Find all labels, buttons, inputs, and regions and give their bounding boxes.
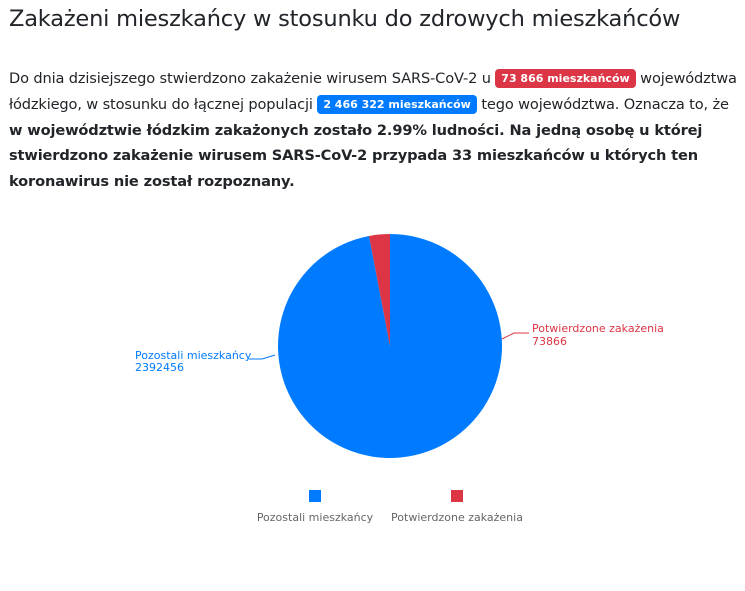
summary-text-2: województwa łódzkiego, w stosunku do łącznej populacji (9, 70, 737, 113)
population-badge: 2 466 322 mieszkańców (317, 95, 477, 114)
label-infected-value: 73866 (532, 335, 567, 348)
label-healthy-name: Pozostali mieszkańcy (135, 349, 252, 362)
label-healthy-value: 2392456 (135, 361, 184, 374)
summary-text-1: Do dnia dzisiejszego stwierdzono zakażenie wirusem SARS-CoV-2 u (9, 70, 496, 87)
page-title: Zakażeni mieszkańcy w stosunku do zdrowych mieszkańców (9, 6, 681, 32)
legend-label-healthy[interactable]: Pozostali mieszkańcy (256, 511, 374, 524)
infected-count-badge: 73 866 mieszkańców (495, 69, 635, 88)
summary-text-3: tego województwa. Oznacza to, że (476, 95, 729, 113)
leader-line-infected (502, 333, 529, 339)
legend-swatch-healthy[interactable] (309, 490, 321, 502)
label-infected-name: Potwierdzone zakażenia (532, 322, 664, 335)
leader-line-healthy (249, 355, 275, 359)
summary-bold-text: w województwie łódzkim zakażonych zostało 2.99% ludności. Na jedną osobę u której stwierdzono zakażenie wirusem SARS-CoV-2 przypada 33 mieszkańców u których ten koronawirus nie został rozpoznany. (9, 121, 703, 191)
legend-label-infected[interactable]: Potwierdzone zakażenia (391, 511, 523, 524)
legend-swatch-infected[interactable] (451, 490, 463, 502)
